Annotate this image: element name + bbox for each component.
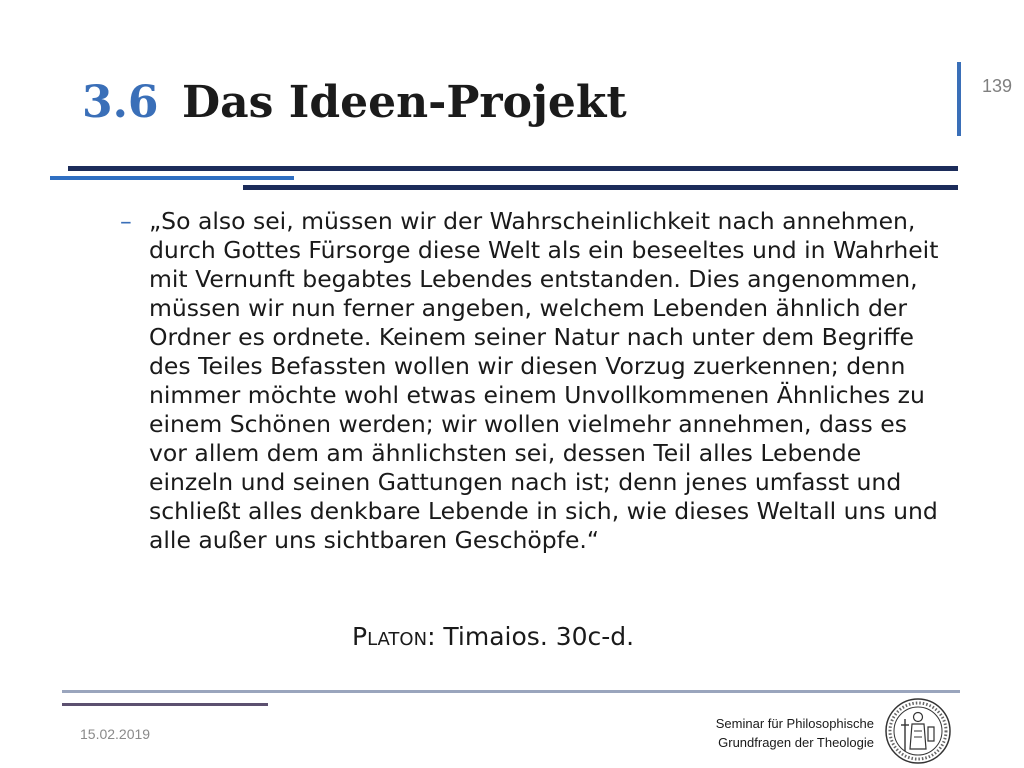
section-number: 3.6 — [82, 76, 159, 128]
title-divider — [957, 62, 961, 136]
citation — [352, 622, 634, 651]
header-bar-top — [68, 166, 958, 171]
quote-text: „So also sei, müssen wir der Wahrscheinlichkeit nach annehmen, durch Gottes Fürsorge diese Welt als ein beseeltes und in Wahrheit mit Vernunft begabtes Lebendes entstanden. Dies angenommen, müssen wir nun ferner angeben, welchem Lebenden ähnlich der Ordner es ordnete. Keinem seiner Natur nach unter dem Begriffe des Teiles Befassten wollen wir diesen Vorzug zuerkennen; denn nimmer möchte wohl etwas einem Unvollkommenen Ähnliches zu einem Schönen werden; wir wollen vielmehr annehmen, dass es vor allem dem am ähnlichsten sei, dessen Teil alles Lebende einzeln und seinen Gattungen nach ist; denn jenes umfasst und schließt alles denkbare Lebende in sich, wie dieses Weltall uns und alle außer uns sichtbaren Geschöpfe.“ — [149, 207, 939, 554]
seminar-name — [690, 714, 874, 752]
bullet-dash: – — [120, 207, 132, 235]
header-bar-bottom — [243, 185, 958, 190]
page-number: 139 — [982, 76, 1013, 96]
footer-line — [62, 690, 960, 693]
footer-line-short — [62, 703, 268, 706]
footer-date: 15.02.2019 — [80, 726, 151, 742]
slide-title — [82, 72, 627, 132]
citation-work: : Timaios. 30c-d. — [427, 622, 635, 651]
citation-author: Platon — [352, 622, 428, 651]
title-text: Das Ideen-Projekt — [182, 76, 627, 128]
header-bar-accent — [50, 176, 294, 180]
seminar-line-1: Seminar für Philosophische — [715, 716, 874, 731]
university-seal-icon — [884, 697, 952, 765]
seminar-line-2: Grundfragen der Theologie — [718, 735, 874, 750]
